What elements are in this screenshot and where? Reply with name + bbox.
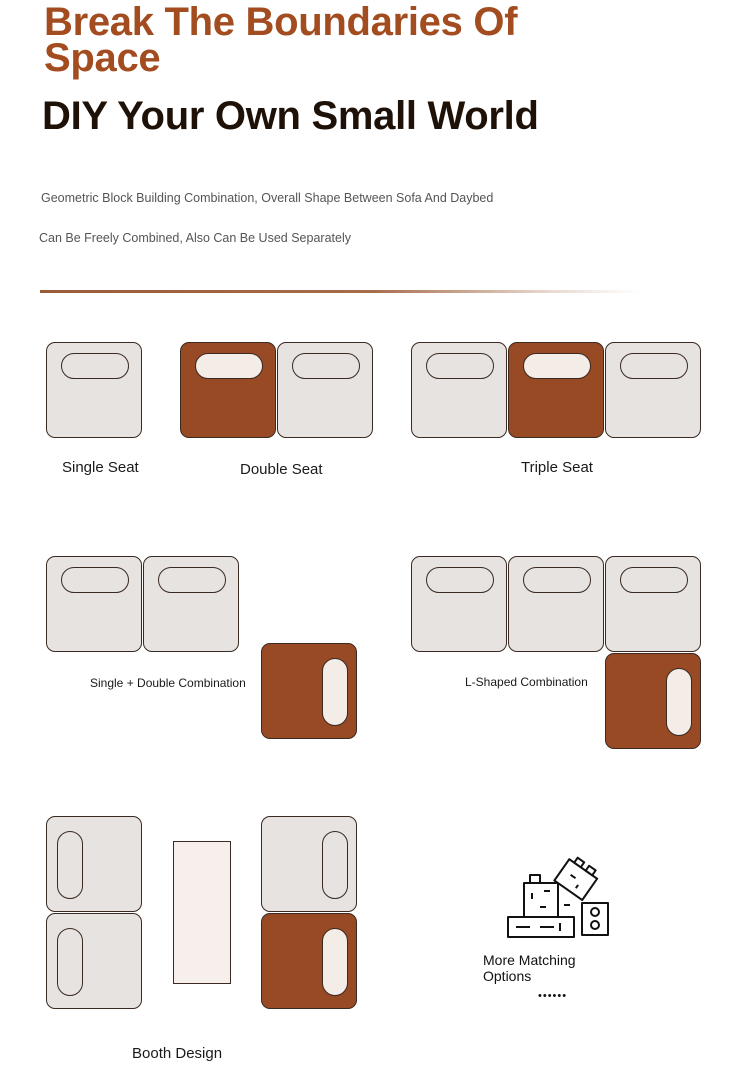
seat-module-brown: [180, 342, 276, 438]
cushion-pill: [57, 831, 83, 899]
description-line-1: Geometric Block Building Combination, Overall Shape Between Sofa And Daybed: [41, 191, 494, 205]
cushion-pill: [292, 353, 360, 379]
seat-module: [411, 342, 507, 438]
section-divider: [40, 290, 640, 293]
cushion-pill: [426, 567, 494, 593]
seat-module-brown: [261, 643, 357, 739]
seat-module: [46, 342, 142, 438]
seat-module: [277, 342, 373, 438]
seat-module: [46, 913, 142, 1009]
single-seat-label: Single Seat: [62, 459, 139, 476]
double-seat-label: Double Seat: [240, 461, 323, 478]
cushion-pill: [61, 353, 129, 379]
seat-module: [143, 556, 239, 652]
more-options-ellipsis: ••••••: [538, 990, 568, 1002]
single-double-label: Single + Double Combination: [90, 676, 246, 690]
cushion-pill: [666, 668, 692, 736]
more-options-label: More Matching Options: [483, 952, 576, 984]
cushion-pill: [61, 567, 129, 593]
cushion-pill: [195, 353, 263, 379]
cushion-pill: [322, 658, 348, 726]
seat-module: [46, 816, 142, 912]
cushion-pill: [158, 567, 226, 593]
cushion-pill: [322, 928, 348, 996]
seat-module: [261, 816, 357, 912]
seat-module: [508, 556, 604, 652]
cushion-pill: [523, 567, 591, 593]
cushion-pill: [426, 353, 494, 379]
seat-module-brown: [508, 342, 604, 438]
seat-module-brown: [605, 653, 701, 749]
l-shaped-label: L-Shaped Combination: [465, 675, 588, 689]
description-line-2: Can Be Freely Combined, Also Can Be Used Separately: [39, 231, 351, 245]
cushion-pill: [57, 928, 83, 996]
cushion-pill: [322, 831, 348, 899]
building-blocks-icon: [500, 855, 615, 945]
seat-module: [605, 556, 701, 652]
table-rectangle: [173, 841, 231, 984]
seat-module-brown: [261, 913, 357, 1009]
headline-primary: Break The Boundaries Of Space: [44, 0, 518, 80]
cushion-pill: [620, 567, 688, 593]
seat-module: [411, 556, 507, 652]
booth-label: Booth Design: [132, 1045, 223, 1062]
seat-module: [46, 556, 142, 652]
cushion-pill: [620, 353, 688, 379]
seat-module: [605, 342, 701, 438]
cushion-pill: [523, 353, 591, 379]
triple-seat-label: Triple Seat: [521, 459, 593, 476]
headline-secondary: DIY Your Own Small World: [42, 94, 539, 138]
